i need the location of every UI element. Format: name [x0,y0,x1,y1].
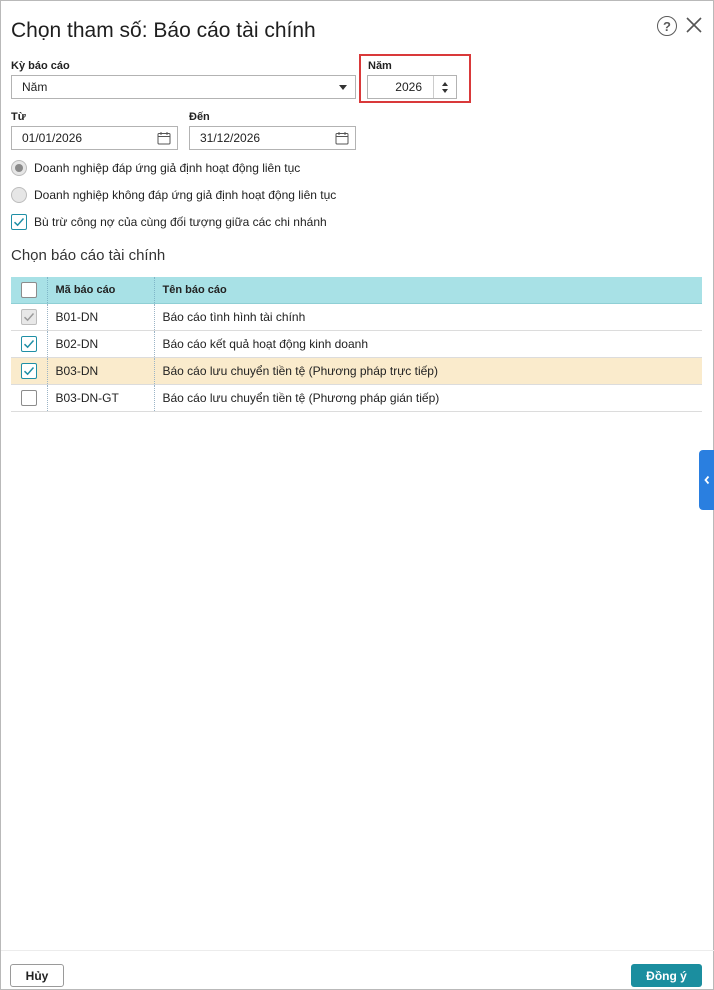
reports-section-title: Chọn báo cáo tài chính [11,247,166,264]
from-date-value: 01/01/2026 [22,131,83,145]
report-name: Báo cáo tình hình tài chính [154,303,702,330]
column-header-code[interactable]: Mã báo cáo [47,277,154,303]
select-all-checkbox[interactable] [21,282,37,298]
side-panel-toggle[interactable] [699,450,714,510]
chevron-down-icon [339,85,347,90]
radio-going-concern[interactable] [11,160,300,176]
checkmark-icon [13,216,25,228]
table-header-row [11,277,702,303]
from-date-field[interactable] [11,126,178,150]
period-label: Kỳ báo cáo [11,60,70,72]
to-label: Đến [189,111,210,123]
table-row[interactable] [11,303,702,330]
report-code: B01-DN [47,303,154,330]
close-icon[interactable] [685,16,703,34]
year-spinner[interactable] [433,76,456,98]
row-checkbox[interactable] [21,336,37,352]
report-code: B02-DN [47,330,154,357]
checkmark-icon [23,365,35,377]
to-date-field[interactable] [189,126,356,150]
report-name: Báo cáo lưu chuyển tiền tệ (Phương pháp trực tiếp) [154,357,702,384]
ok-button[interactable]: Đồng ý [631,964,702,987]
spin-down-icon[interactable] [442,89,448,93]
chevron-left-icon [703,475,711,485]
row-checkbox[interactable] [21,363,37,379]
checkmark-icon [23,311,35,323]
row-checkbox[interactable] [21,390,37,406]
table-row[interactable] [11,384,702,411]
year-stepper[interactable] [367,75,457,99]
table-row-selected[interactable] [11,357,702,384]
report-code: B03-DN-GT [47,384,154,411]
period-value: Năm [22,80,48,94]
radio-going-concern-label: Doanh nghiệp đáp ứng giả định hoạt động liên tục [34,161,301,175]
offset-debts-label: Bù trừ công nợ của cùng đối tượng giữa các chi nhánh [34,215,327,229]
radio-button[interactable] [11,187,27,203]
cancel-button[interactable]: Hủy [10,964,64,987]
to-date-value: 31/12/2026 [200,131,261,145]
report-name: Báo cáo kết quả hoạt động kinh doanh [154,330,702,357]
report-code: B03-DN [47,357,154,384]
radio-button-selected[interactable] [11,160,27,176]
calendar-icon[interactable] [335,131,349,145]
year-value: 2026 [395,80,422,94]
radio-not-going-concern[interactable] [11,187,336,203]
period-select[interactable] [11,75,356,99]
select-all-header [11,277,47,303]
column-header-name[interactable]: Tên báo cáo [154,277,702,303]
radio-not-going-concern-label: Doanh nghiệp không đáp ứng giả định hoạt động liên tục [34,188,337,202]
year-label: Năm [368,60,392,72]
calendar-icon[interactable] [157,131,171,145]
dialog-title: Chọn tham số: Báo cáo tài chính [11,19,316,42]
offset-debts-checkbox[interactable] [11,214,27,230]
footer-divider [1,950,714,951]
table-row[interactable] [11,330,702,357]
checkmark-icon [23,338,35,350]
offset-debts-checkbox-row[interactable] [11,214,327,230]
help-icon[interactable]: ? [657,16,677,36]
report-name: Báo cáo lưu chuyển tiền tệ (Phương pháp gián tiếp) [154,384,702,411]
from-label: Từ [11,111,26,123]
row-checkbox-disabled [21,309,37,325]
spin-up-icon[interactable] [442,82,448,86]
reports-table [11,277,702,412]
